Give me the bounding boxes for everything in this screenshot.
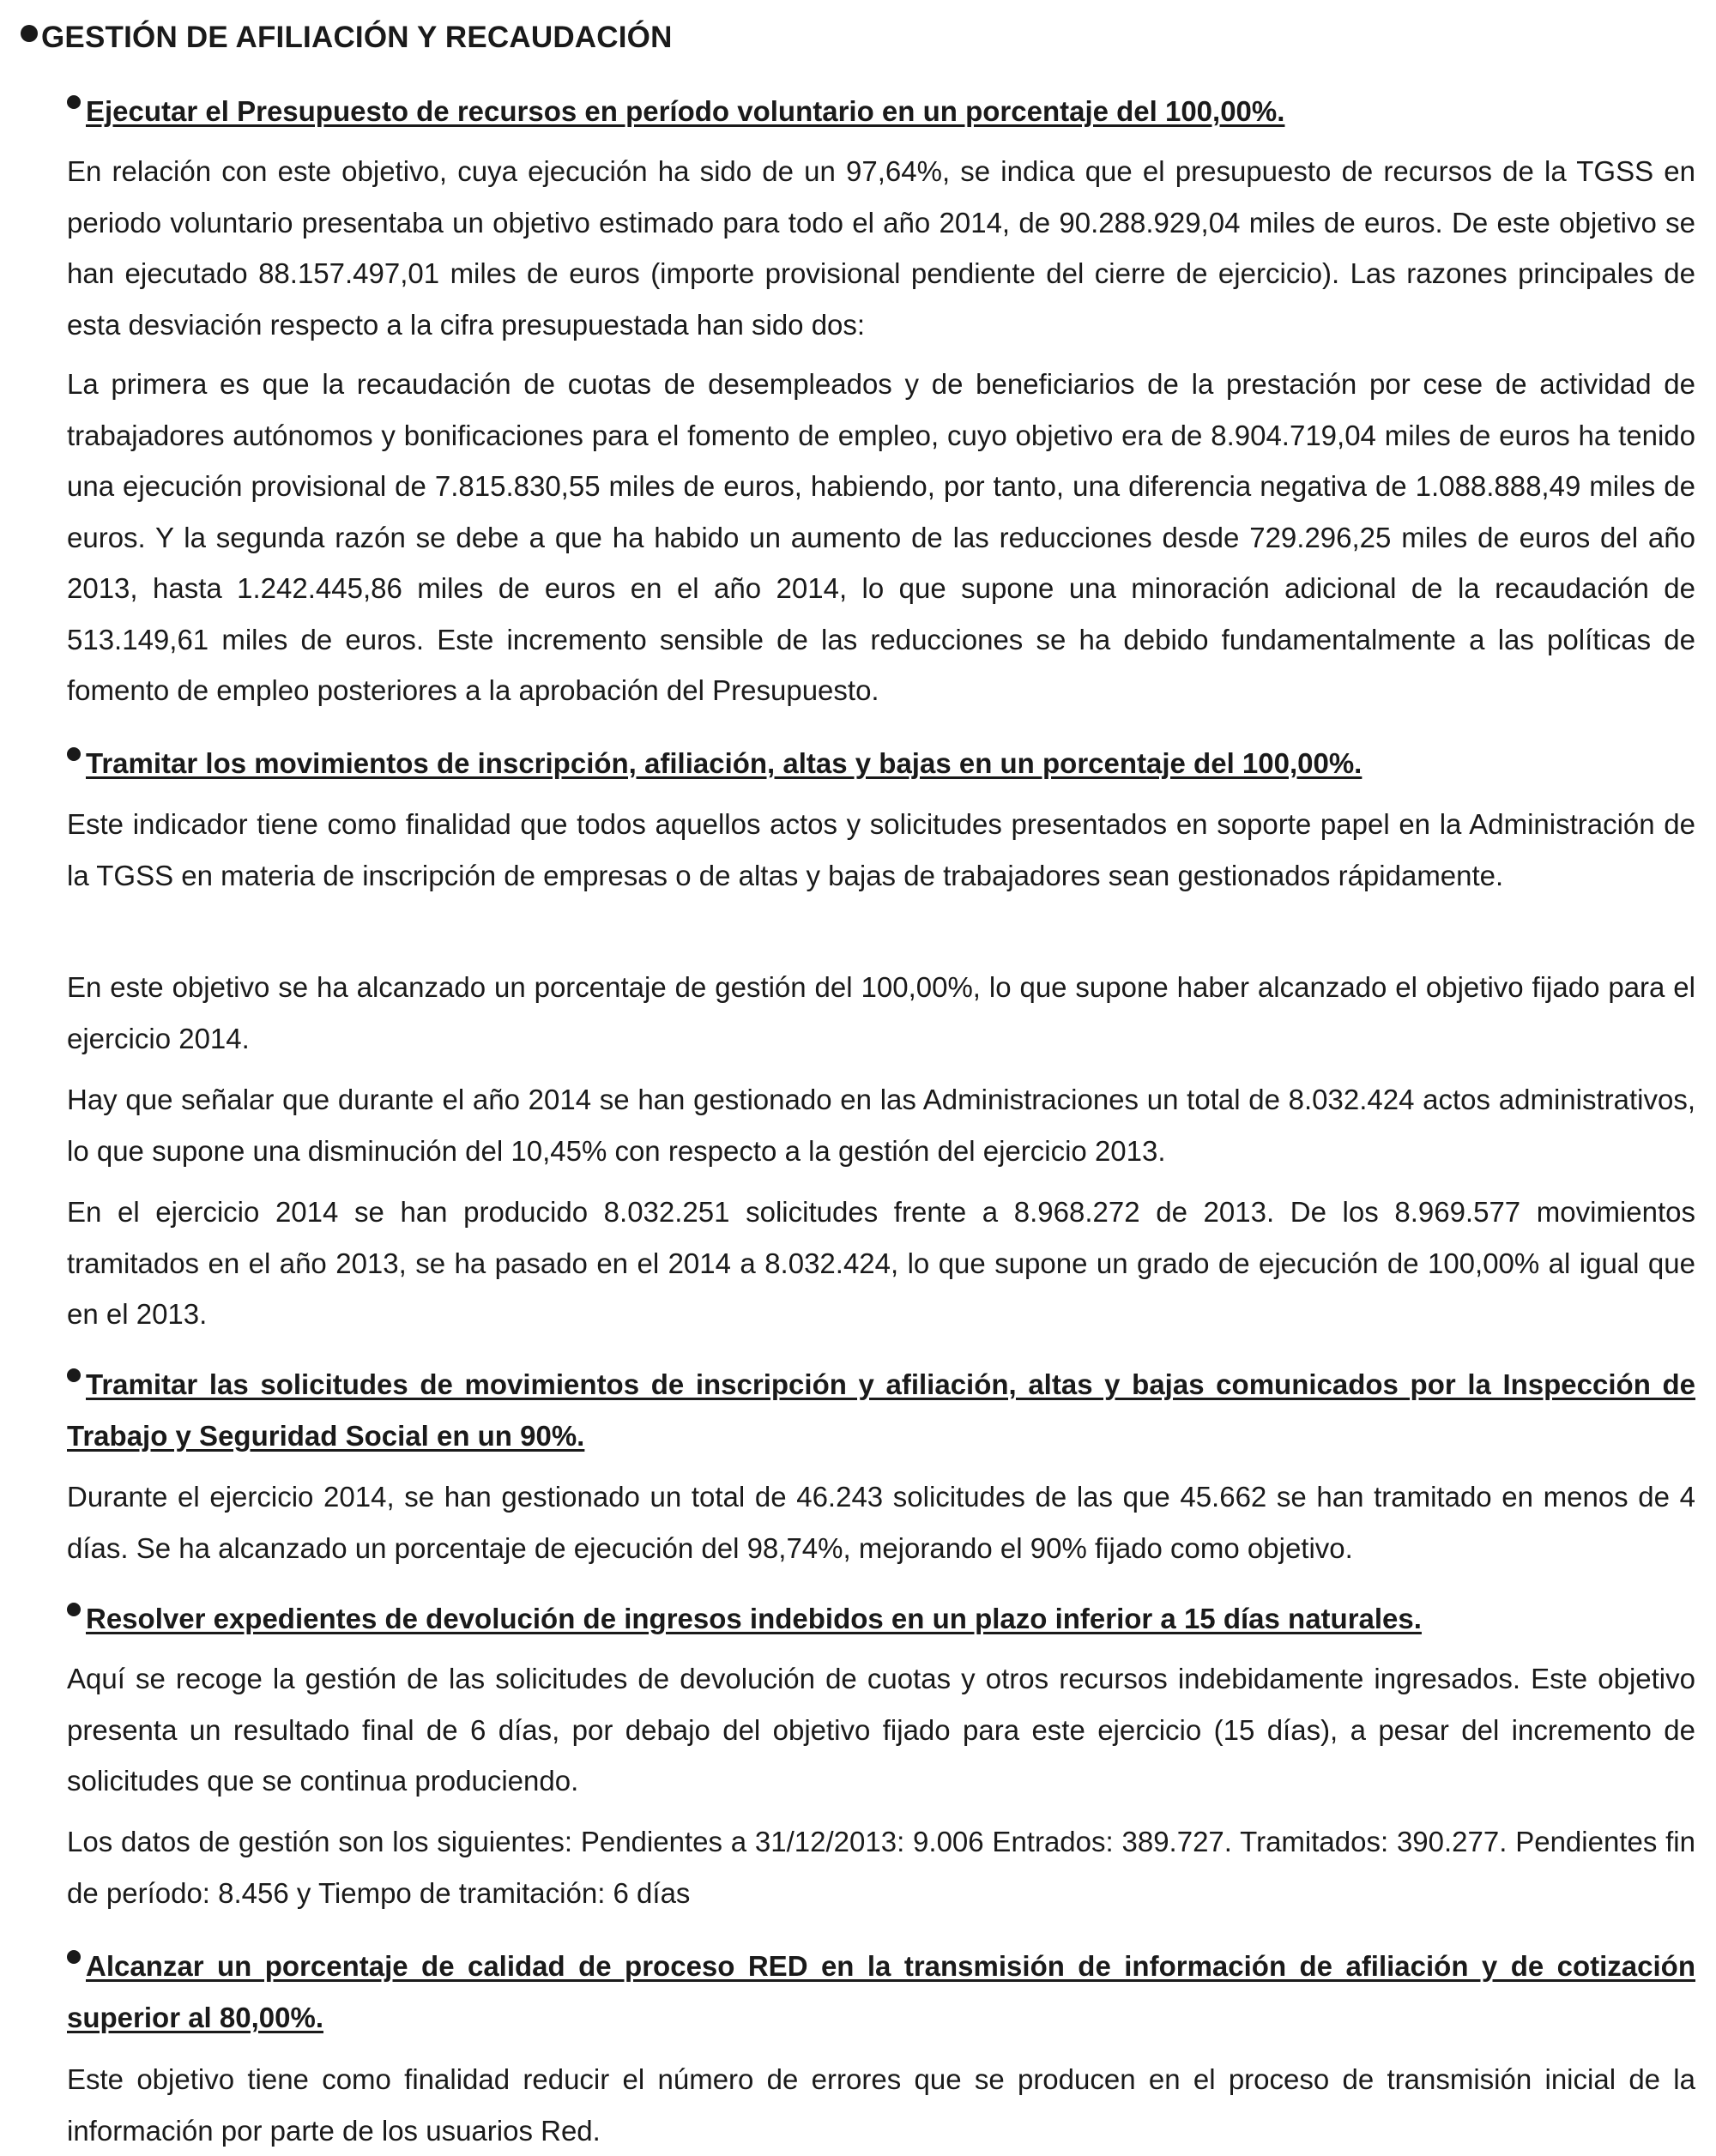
objective-title bbox=[67, 1593, 1695, 1645]
bullet-icon bbox=[67, 1603, 81, 1616]
objective-title-text: Alcanzar un porcentaje de calidad de proceso RED en la transmisión de información de afiliación y de cotización superior al 80,00%. bbox=[67, 1950, 1695, 2033]
objective-4 bbox=[67, 1593, 1695, 1645]
objective-1 bbox=[67, 86, 1695, 137]
objective-title bbox=[67, 738, 1695, 789]
objective-2-paragraph-1 bbox=[67, 799, 1695, 901]
objective-title-text: Resolver expedientes de devolución de ingresos indebidos en un plazo inferior a 15 días naturales. bbox=[86, 1603, 1422, 1634]
paragraph: Aquí se recoge la gestión de las solicitudes de devolución de cuotas y otros recursos indebidamente ingresados. Este objetivo presenta un resultado final de 6 días, por debajo del objetivo fijado para este ejercicio (15 días), a pesar del incremento de solicitudes que se continua produciendo. bbox=[67, 1663, 1695, 1797]
objective-title-text: Tramitar los movimientos de inscripción, afiliación, altas y bajas en un porcentaje del 100,00%. bbox=[86, 747, 1363, 779]
paragraph: Este indicador tiene como finalidad que todos aquellos actos y solicitudes presentados en soporte papel en la Administración de la TGSS en materia de inscripción de empresas o de altas y bajas de trabajadores sean gestionados rápidamente. bbox=[67, 808, 1695, 891]
paragraph: En este objetivo se ha alcanzado un porcentaje de gestión del 100,00%, lo que supone haber alcanzado el objetivo fijado para el ejercicio 2014. bbox=[67, 971, 1695, 1054]
bullet-icon bbox=[67, 1950, 81, 1964]
paragraph: Durante el ejercicio 2014, se han gestionado un total de 46.243 solicitudes de las que 45.662 se han tramitado en menos de 4 días. Se ha alcanzado un porcentaje de ejecución del 98,74%, mejorando el 90% fijado como objetivo. bbox=[67, 1481, 1695, 1564]
objective-title-text: Tramitar las solicitudes de movimientos de inscripción y afiliación, altas y bajas comunicados por la Inspección de Trabajo y Seguridad Social en un 90%. bbox=[67, 1368, 1695, 1452]
objective-4-paragraph-2 bbox=[67, 1816, 1695, 1918]
paragraph: En relación con este objetivo, cuya ejecución ha sido de un 97,64%, se indica que el presupuesto de recursos de la TGSS en periodo voluntario presentaba un objetivo estimado para todo el año 2014, de 90.288.929,04 miles de euros. De este objetivo se han ejecutado 88.157.497,01 miles de euros (importe provisional pendiente del cierre de ejercicio). Las razones principales de esta desviación respecto a la cifra presupuestada han sido dos: bbox=[67, 155, 1695, 341]
paragraph: Hay que señalar que durante el año 2014 se han gestionado en las Administraciones un total de 8.032.424 actos administrativos, lo que supone una disminución del 10,45% con respecto a la gestión del ejercicio 2013. bbox=[67, 1084, 1695, 1167]
objective-4-paragraph-1 bbox=[67, 1653, 1695, 1807]
objective-2 bbox=[67, 738, 1695, 789]
objective-title bbox=[67, 1941, 1695, 2044]
objective-1-paragraph-1 bbox=[67, 146, 1695, 350]
objective-5 bbox=[67, 1941, 1695, 2044]
objective-title bbox=[67, 86, 1695, 137]
paragraph: Este objetivo tiene como finalidad reducir el número de errores que se producen en el proceso de transmisión inicial de la información por parte de los usuarios Red. bbox=[67, 2063, 1695, 2147]
bullet-icon bbox=[21, 25, 38, 42]
bullet-icon bbox=[67, 747, 81, 761]
objective-3 bbox=[67, 1359, 1695, 1462]
paragraph: Los datos de gestión son los siguientes: Pendientes a 31/12/2013: 9.006 Entrados: 389.727. Tramitados: 390.277. Pendientes fin de período: 8.456 y Tiempo de tramitación: 6 días bbox=[67, 1826, 1695, 1909]
section-heading bbox=[21, 17, 673, 58]
paragraph: La primera es que la recaudación de cuotas de desempleados y de beneficiarios de la prestación por cese de actividad de trabajadores autónomos y bonificaciones para el fomento de empleo, cuyo objetivo era de 8.904.719,04 miles de euros ha tenido una ejecución provisional de 7.815.830,55 miles de euros, habiendo, por tanto, una diferencia negativa de 1.088.888,49 miles de euros. Y la segunda razón se debe a que ha habido un aumento de las reducciones desde 729.296,25 miles de euros del año 2013, hasta 1.242.445,86 miles de euros en el año 2014, lo que supone una minoración adicional de la recaudación de 513.149,61 miles de euros. Este incremento sensible de las reducciones se ha debido fundamentalmente a las políticas de fomento de empleo posteriores a la aprobación del Presupuesto. bbox=[67, 368, 1695, 706]
objective-5-paragraph-1 bbox=[67, 2054, 1695, 2156]
section-heading-text: GESTIÓN DE AFILIACIÓN Y RECAUDACIÓN bbox=[41, 21, 673, 54]
objective-1-paragraph-2 bbox=[67, 359, 1695, 716]
objective-title bbox=[67, 1359, 1695, 1462]
objective-2-paragraph-2 bbox=[67, 962, 1695, 1064]
objective-2-paragraph-4 bbox=[67, 1187, 1695, 1340]
objective-3-paragraph-1 bbox=[67, 1471, 1695, 1573]
objective-2-paragraph-3 bbox=[67, 1074, 1695, 1176]
bullet-icon bbox=[67, 1368, 81, 1382]
objective-title-text: Ejecutar el Presupuesto de recursos en período voluntario en un porcentaje del 100,00%. bbox=[86, 95, 1285, 127]
bullet-icon bbox=[67, 95, 81, 109]
paragraph: En el ejercicio 2014 se han producido 8.032.251 solicitudes frente a 8.968.272 de 2013. De los 8.969.577 movimientos tramitados en el año 2013, se ha pasado en el 2014 a 8.032.424, lo que supone un grado de ejecución de 100,00% al igual que en el 2013. bbox=[67, 1196, 1695, 1330]
